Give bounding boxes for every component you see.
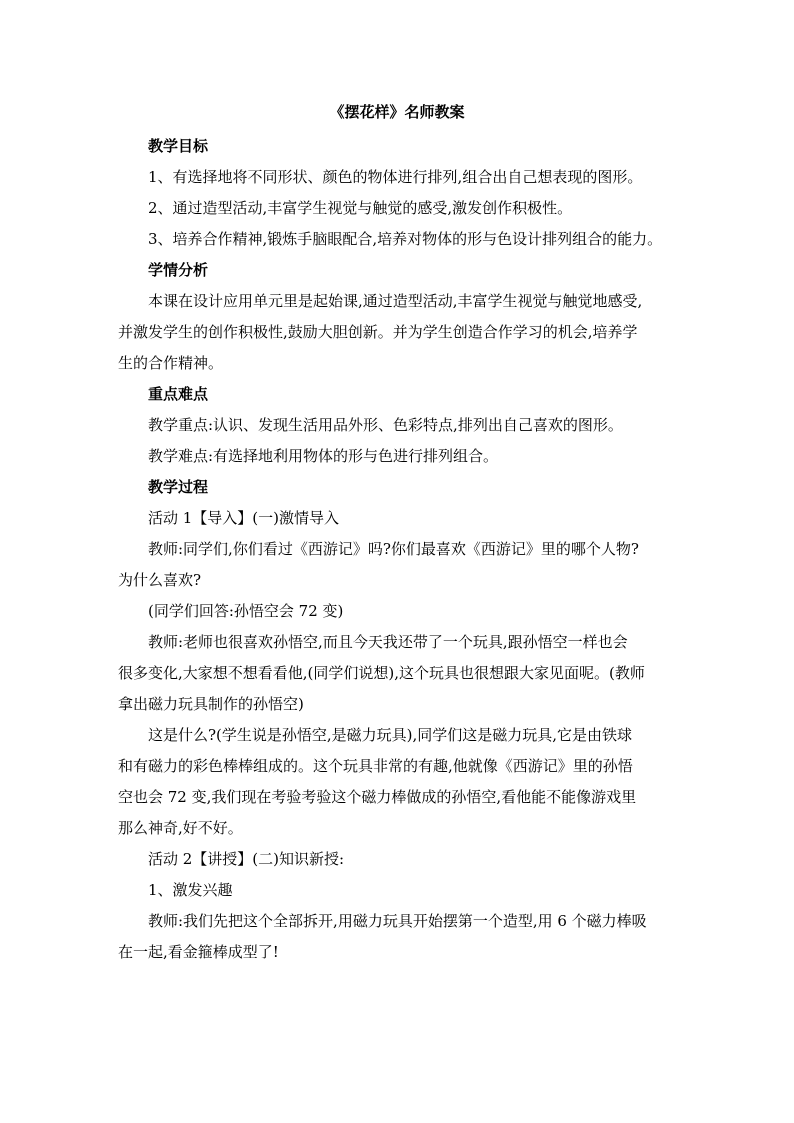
activity-1-heading: 活动 1【导入】(一)激情导入 — [148, 509, 340, 527]
process-p4-line-1: 这是什么?(学生说是孙悟空,是磁力玩具),同学们这是磁力玩具,它是由铁球 — [148, 726, 633, 744]
goal-item-1: 1、有选择地将不同形状、颜色的物体进行排列,组合出自己想表现的图形。 — [148, 168, 643, 186]
section-heading-key-points: 重点难点 — [148, 385, 209, 403]
key-point-1: 教学重点:认识、发现生活用品外形、色彩特点,排列出自己喜欢的图形。 — [148, 416, 623, 434]
section-heading-goals: 教学目标 — [148, 137, 209, 155]
process-p5-line-1: 教师:我们先把这个全部拆开,用磁力玩具开始摆第一个造型,用 6 个磁力棒吸 — [148, 912, 647, 930]
section-heading-process: 教学过程 — [148, 478, 209, 496]
process-p5-line-2: 在一起,看金箍棒成型了! — [118, 943, 279, 961]
process-p3-line-2: 很多变化,大家想不想看看他,(同学们说想),这个玩具也很想跟大家见面呢。(教师 — [118, 664, 645, 682]
analysis-line-3: 生的合作精神。 — [118, 354, 224, 372]
process-p3-line-3: 拿出磁力玩具制作的孙悟空) — [118, 695, 304, 713]
process-p1-line-1: 教师:同学们,你们看过《西游记》吗?你们最喜欢《西游记》里的哪个人物? — [148, 540, 639, 558]
process-p4-line-4: 那么神奇,好不好。 — [118, 819, 243, 837]
process-p4-line-2: 和有磁力的彩色棒棒组成的。这个玩具非常的有趣,他就像《西游记》里的孙悟 — [118, 757, 633, 775]
process-sub-1: 1、激发兴趣 — [148, 881, 233, 899]
section-heading-analysis: 学情分析 — [148, 261, 209, 279]
goal-item-2: 2、通过造型活动,丰富学生视觉与触觉的感受,激发创作积极性。 — [148, 199, 573, 217]
process-p3-line-1: 教师:老师也很喜欢孙悟空,而且今天我还带了一个玩具,跟孙悟空一样也会 — [148, 633, 628, 651]
key-point-2: 教学难点:有选择地利用物体的形与色进行排列组合。 — [148, 447, 499, 465]
analysis-line-1: 本课在设计应用单元里是起始课,通过造型活动,丰富学生视觉与触觉地感受, — [148, 292, 643, 310]
process-p2: (同学们回答:孙悟空会 72 变) — [148, 602, 344, 620]
activity-2-heading: 活动 2【讲授】(二)知识新授: — [148, 850, 345, 868]
goal-item-3: 3、培养合作精神,锻炼手脑眼配合,培养对物体的形与色设计排列组合的能力。 — [148, 230, 663, 248]
process-p4-line-3: 空也会 72 变,我们现在考验考验这个磁力棒做成的孙悟空,看他能不能像游戏里 — [118, 788, 637, 806]
document-title: 《摆花样》名师教案 — [329, 103, 465, 121]
analysis-line-2: 并激发学生的创作积极性,鼓励大胆创新。并为学生创造合作学习的机会,培养学 — [118, 323, 638, 341]
process-p1-line-2: 为什么喜欢? — [118, 571, 202, 589]
